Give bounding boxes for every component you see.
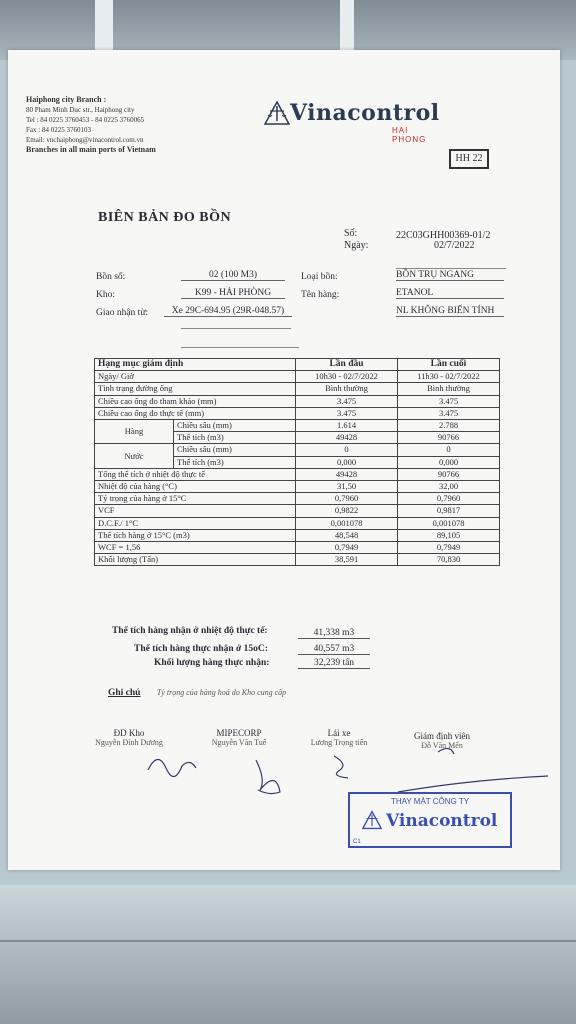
- row-label: WCF = 1,56: [95, 542, 296, 554]
- last-value: 0,001078: [398, 517, 500, 529]
- group-label: Hàng: [95, 420, 174, 444]
- first-value: 0,000: [296, 456, 398, 468]
- ceiling-light: [340, 0, 354, 50]
- logo-sub: HAI PHONG: [392, 126, 427, 144]
- table-row: [95, 529, 500, 541]
- loai-bon-label: Loại bồn:: [301, 272, 338, 282]
- row-label: Tổng thể tích ở nhiệt độ thực tế: [95, 468, 296, 480]
- first-value: 1.614: [296, 420, 398, 432]
- table-row: [95, 493, 500, 505]
- row-label: Tình trạng đường ống: [95, 383, 296, 395]
- ngay-value: 02/7/2022: [434, 240, 475, 251]
- summary-volume-15-value: 40,557 m3: [298, 644, 370, 655]
- table-row: [95, 481, 500, 493]
- signature-name: Lương Trọng tiến: [310, 738, 368, 747]
- last-value: 0,7960: [398, 493, 500, 505]
- table-header: Lần cuối: [398, 359, 500, 371]
- table-header: Hạng mục giám định: [95, 359, 296, 371]
- first-value: 0,9822: [296, 505, 398, 517]
- document-page: [8, 50, 560, 870]
- first-value: 0: [296, 444, 398, 456]
- branch-address: 80 Pham Minh Duc str., Haiphong city: [26, 106, 135, 114]
- first-value: 0,001078: [296, 517, 398, 529]
- scales-icon: [264, 101, 290, 125]
- document-title: BIÊN BẢN ĐO BỒN: [98, 210, 232, 225]
- summary-volume-actual-value: 41,338 m3: [298, 628, 370, 639]
- last-value: 90766: [398, 468, 500, 480]
- signature-role: MIPECORP: [216, 728, 262, 738]
- first-value: Bình thường: [296, 383, 398, 395]
- last-value: 32,00: [398, 481, 500, 493]
- kho-value: K99 - HẢI PHÒNG: [181, 288, 285, 299]
- row-label: Ngày/ Giờ: [95, 371, 296, 383]
- ten-hang-label: Tên hàng:: [301, 290, 340, 300]
- so-label: Số:: [344, 228, 358, 239]
- divider: [396, 268, 506, 269]
- signature-name: Nguyễn Đình Dương: [95, 738, 163, 747]
- last-value: 0,7949: [398, 542, 500, 554]
- divider: [181, 347, 299, 348]
- logo-name: Vinacontrol: [290, 100, 440, 126]
- last-value: 11h30 - 02/7/2022: [398, 371, 500, 383]
- row-label: Chiều sâu (mm): [174, 420, 296, 432]
- row-label: Thể tích (m3): [174, 456, 296, 468]
- table-row: [95, 444, 500, 456]
- ngay-label: Ngày:: [344, 240, 369, 251]
- stamp-name: Vinacontrol: [386, 811, 498, 831]
- measurement-table: [94, 358, 500, 566]
- table-row: [95, 554, 500, 566]
- summary-mass-label: Khối lượng hàng thực nhận:: [154, 658, 270, 668]
- last-value: 2.788: [398, 420, 500, 432]
- divider: [181, 328, 291, 329]
- giao-label: Giao nhận từ:: [96, 308, 149, 318]
- row-label: Chiều sâu (mm): [174, 444, 296, 456]
- first-value: 0,7949: [296, 542, 398, 554]
- stamp-line1: THAY MẶT CÔNG TY: [390, 797, 470, 806]
- first-value: 31,50: [296, 481, 398, 493]
- first-value: 3.475: [296, 395, 398, 407]
- table-row: [95, 505, 500, 517]
- signature-name: Đỗ Văn Mến: [421, 741, 463, 750]
- scales-icon: [362, 810, 382, 830]
- kho-label: Kho:: [96, 290, 115, 300]
- nl-value: NL KHÔNG BIẾN TÍNH: [396, 306, 504, 317]
- signature-role: ĐD Kho: [113, 728, 145, 738]
- last-value: 0,000: [398, 456, 500, 468]
- company-stamp: [348, 792, 512, 848]
- table-header-row: [95, 359, 500, 371]
- branch-tagline: Branches in all main ports of Vietnam: [26, 145, 156, 154]
- row-label: Thể tích hàng ở 15°C (m3): [95, 529, 296, 541]
- branch-email: Email: vnchaiphong@vinacontrol.com.vn: [26, 136, 144, 144]
- giao-value: Xe 29C-694.95 (29R-048.57): [164, 306, 292, 317]
- row-label: Khối lượng (Tấn): [95, 554, 296, 566]
- last-value: 70,830: [398, 554, 500, 566]
- first-value: 10h30 - 02/7/2022: [296, 371, 398, 383]
- bon-so-value: 02 (100 M3): [181, 270, 285, 281]
- form-code: HH 22: [449, 149, 489, 169]
- row-label: Thể tích (m3): [174, 432, 296, 444]
- row-label: Nhiệt độ của hàng (°C): [95, 481, 296, 493]
- signature-role: Giám định viên: [414, 731, 470, 741]
- branch-fax: Fax : 84 0225 3760103: [26, 126, 91, 134]
- loai-bon-value: BỒN TRỤ NGANG: [396, 270, 504, 281]
- row-label: Chiều cao ống đo thực tế (mm): [95, 407, 296, 419]
- table-row: [95, 407, 500, 419]
- note-text: Tỷ trọng của hàng hoá do Kho cung cấp: [156, 688, 287, 697]
- table-row: [95, 468, 500, 480]
- first-value: 38,591: [296, 554, 398, 566]
- summary-mass-value: 32,239 tấn: [298, 658, 370, 669]
- summary-volume-15-label: Thể tích hàng thực nhận ở 15oC:: [134, 644, 268, 654]
- table-row: [95, 395, 500, 407]
- row-label: Chiều cao ống đo tham khảo (mm): [95, 395, 296, 407]
- background-edge: [0, 940, 576, 942]
- ten-hang-value: ETANOL: [396, 288, 504, 299]
- table-row: [95, 371, 500, 383]
- ceiling-light: [95, 0, 113, 55]
- last-value: 0,9817: [398, 505, 500, 517]
- first-value: 49428: [296, 432, 398, 444]
- last-value: 3.475: [398, 407, 500, 419]
- company-header: [26, 95, 156, 155]
- group-label: Nước: [95, 444, 174, 468]
- row-label: Tỷ trọng của hàng ở 15°C: [95, 493, 296, 505]
- bon-so-label: Bồn số:: [96, 272, 126, 282]
- row-label: D.C.F./ 1°C: [95, 517, 296, 529]
- table-row: [95, 383, 500, 395]
- last-value: 89,105: [398, 529, 500, 541]
- last-value: Bình thường: [398, 383, 500, 395]
- summary-volume-actual-label: Thể tích hàng nhận ở nhiệt độ thực tế:: [112, 626, 268, 636]
- last-value: 90766: [398, 432, 500, 444]
- first-value: 49428: [296, 468, 398, 480]
- so-value: 22C03GHH00369-01/2: [396, 230, 491, 241]
- table-header: Lần đầu: [296, 359, 398, 371]
- table-row: [95, 517, 500, 529]
- last-value: 3.475: [398, 395, 500, 407]
- row-label: VCF: [95, 505, 296, 517]
- table-row: [95, 420, 500, 432]
- background-bottom: [0, 885, 576, 1024]
- branch-tel: Tel : 84 0225 3760453 - 84 0225 3760065: [26, 116, 145, 124]
- signature-role: Lái xe: [327, 728, 351, 738]
- last-value: 0: [398, 444, 500, 456]
- first-value: 0,7960: [296, 493, 398, 505]
- branch-name: Haiphong city Branch :: [26, 95, 107, 104]
- company-logo: [264, 100, 440, 144]
- first-value: 48,548: [296, 529, 398, 541]
- signature-name: Nguyễn Văn Tuế: [211, 738, 267, 747]
- first-value: 3.475: [296, 407, 398, 419]
- note: [108, 688, 286, 698]
- stamp-code: C1: [353, 839, 361, 845]
- note-label: Ghi chú: [108, 688, 141, 698]
- table-row: [95, 542, 500, 554]
